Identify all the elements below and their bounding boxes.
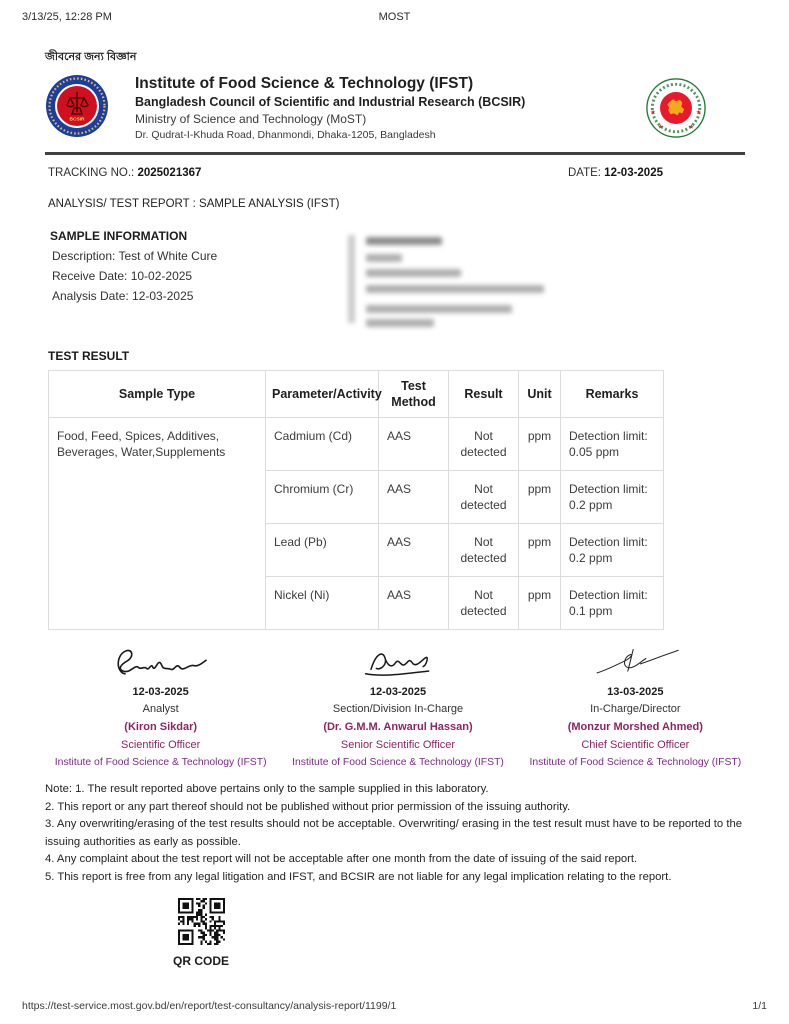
signature-title: Chief Scientific Officer <box>581 739 690 751</box>
redacted-line <box>366 285 544 293</box>
institute-address: Dr. Qudrat-I-Khuda Road, Dhanmondi, Dhaka-1205, Bangladesh <box>135 129 436 141</box>
print-footer-url: https://test-service.most.gov.bd/en/report/test-consultancy/analysis-report/1199/1 <box>22 1000 397 1012</box>
test-result-table <box>48 370 664 630</box>
letterhead-text <box>135 74 525 143</box>
table-row <box>49 418 664 471</box>
svg-text:★: ★ <box>688 124 694 131</box>
parameter-cell: Lead (Pb) <box>266 524 379 577</box>
redacted-line <box>366 319 434 327</box>
date-label: DATE: <box>567 167 605 179</box>
signature-role: In-Charge/Director <box>590 703 681 715</box>
bangladesh-government-seal-icon <box>645 77 707 139</box>
header-separator <box>45 152 745 155</box>
qr-code-block <box>155 898 247 968</box>
print-page-title: MOST <box>378 11 411 23</box>
signatory-section-in-charge <box>279 645 516 768</box>
signature-date: 12-03-2025 <box>369 686 427 698</box>
signature-role: Section/Division In-Charge <box>332 703 464 715</box>
col-header-unit: Unit <box>519 371 561 418</box>
method-cell: AAS <box>379 471 449 524</box>
signatory-director <box>517 645 754 768</box>
qr-code <box>178 898 225 945</box>
parameter-cell: Nickel (Ni) <box>266 577 379 630</box>
result-cell: Not detected <box>449 471 519 524</box>
svg-text:★: ★ <box>650 109 656 116</box>
report-main <box>48 167 663 630</box>
signature-org: Institute of Food Science & Technology (IFST) <box>292 757 504 768</box>
note-line: 3. Any overwriting/erasing of the test results should not be acceptable. Overwriting/ erasing in the test result must have to be reported to the issuing authorities as early as possible. <box>45 818 743 848</box>
report-date <box>568 167 663 179</box>
sample-analysis-date: Analysis Date: 12-03-2025 <box>52 289 194 303</box>
remarks-cell: Detection limit: 0.2 ppm <box>561 471 664 524</box>
browser-print-footer <box>0 1000 789 1012</box>
redacted-contact-block <box>345 231 575 329</box>
print-datetime: 3/13/25, 12:28 PM <box>22 11 112 23</box>
signature-name: (Kiron Sikdar) <box>124 721 198 733</box>
notes-section <box>45 781 749 886</box>
method-cell: AAS <box>379 577 449 630</box>
signature-org: Institute of Food Science & Technology (IFST) <box>54 757 267 768</box>
col-header-result: Result <box>449 371 519 418</box>
note-line: 4. Any complaint about the test report will not be acceptable after one month from the date of issuing of the said report. <box>45 853 638 865</box>
test-result-heading: TEST RESULT <box>48 349 130 363</box>
sample-description: Description: Test of White Cure <box>52 249 218 263</box>
svg-text:★: ★ <box>695 109 702 116</box>
redacted-line <box>366 269 461 277</box>
redacted-line <box>366 254 402 262</box>
signature-date: 12-03-2025 <box>132 686 189 698</box>
result-cell: Not detected <box>449 577 519 630</box>
unit-cell: ppm <box>519 418 561 471</box>
letterhead <box>45 74 745 143</box>
sample-info-heading: SAMPLE INFORMATION <box>50 229 188 243</box>
ministry-name: Ministry of Science and Technology (MoST) <box>135 112 367 126</box>
col-header-test-method: Test Method <box>379 371 449 418</box>
signature-title: Senior Scientific Officer <box>340 739 456 751</box>
qr-code-label: QR CODE <box>172 954 229 968</box>
signature-title: Scientific Officer <box>121 739 201 751</box>
col-header-parameter: Parameter/Activity <box>266 371 379 418</box>
director-signature-icon <box>517 645 754 681</box>
remarks-cell: Detection limit: 0.1 ppm <box>561 577 664 630</box>
signature-date: 13-03-2025 <box>607 686 664 698</box>
signature-block <box>42 645 754 768</box>
signature-org: Institute of Food Science & Technology (IFST) <box>529 757 742 768</box>
method-cell: AAS <box>379 418 449 471</box>
in-charge-signature-icon <box>279 645 516 681</box>
analyst-signature-icon <box>42 645 279 681</box>
col-header-sample-type: Sample Type <box>49 371 266 418</box>
redacted-label-strip <box>348 235 355 323</box>
unit-cell: ppm <box>519 577 561 630</box>
remarks-cell: Detection limit: 0.05 ppm <box>561 418 664 471</box>
table-header-row <box>49 371 664 418</box>
result-cell: Not detected <box>449 524 519 577</box>
signature-name: (Dr. G.M.M. Anwarul Hassan) <box>323 721 473 733</box>
report-title: ANALYSIS/ TEST REPORT : SAMPLE ANALYSIS (IFST) <box>48 198 340 210</box>
signatory-analyst <box>42 645 279 768</box>
note-line: 5. This report is free from any legal litigation and IFST, and BCSIR are not liable for any legal implication relating to the report. <box>45 870 672 883</box>
browser-print-header <box>0 11 789 23</box>
svg-text:BCSIR: BCSIR <box>69 117 85 123</box>
redacted-line <box>366 305 512 313</box>
signature-role: Analyst <box>142 703 179 715</box>
redacted-line <box>366 237 442 245</box>
unit-cell: ppm <box>519 524 561 577</box>
signature-name: (Monzur Morshed Ahmed) <box>567 721 703 733</box>
sample-receive-date: Receive Date: 10-02-2025 <box>52 269 193 283</box>
parameter-cell: Chromium (Cr) <box>266 471 379 524</box>
method-cell: AAS <box>379 524 449 577</box>
tracking-label: TRACKING NO.: <box>48 167 138 179</box>
svg-text:★: ★ <box>657 124 663 131</box>
col-header-remarks: Remarks <box>561 371 664 418</box>
print-footer-page-number: 1/1 <box>752 1000 767 1012</box>
note-line: Note: 1. The result reported above pertains only to the sample supplied in this laboratory. <box>45 783 489 795</box>
bcsir-seal-icon <box>45 74 109 138</box>
date-value: 12-03-2025 <box>604 167 663 179</box>
parameter-cell: Cadmium (Cd) <box>266 418 379 471</box>
result-cell: Not detected <box>449 418 519 471</box>
remarks-cell: Detection limit: 0.2 ppm <box>561 524 664 577</box>
unit-cell: ppm <box>519 471 561 524</box>
council-name: Bangladesh Council of Scientific and Industrial Research (BCSIR) <box>135 95 526 109</box>
tracking-number <box>48 167 201 179</box>
sample-information-section <box>48 229 663 329</box>
note-line: 2. This report or any part thereof should not be published without prior permission of the issuing authority. <box>45 800 571 813</box>
tracking-value: 2025021367 <box>137 167 202 179</box>
report-meta-row <box>48 167 663 179</box>
sample-type-cell: Food, Feed, Spices, Additives, Beverages, Water,Supplements <box>49 418 266 630</box>
institute-name: Institute of Food Science & Technology (IFST) <box>135 75 474 92</box>
bengali-tagline: জীবনের জন্য বিজ্ঞান <box>45 51 137 63</box>
